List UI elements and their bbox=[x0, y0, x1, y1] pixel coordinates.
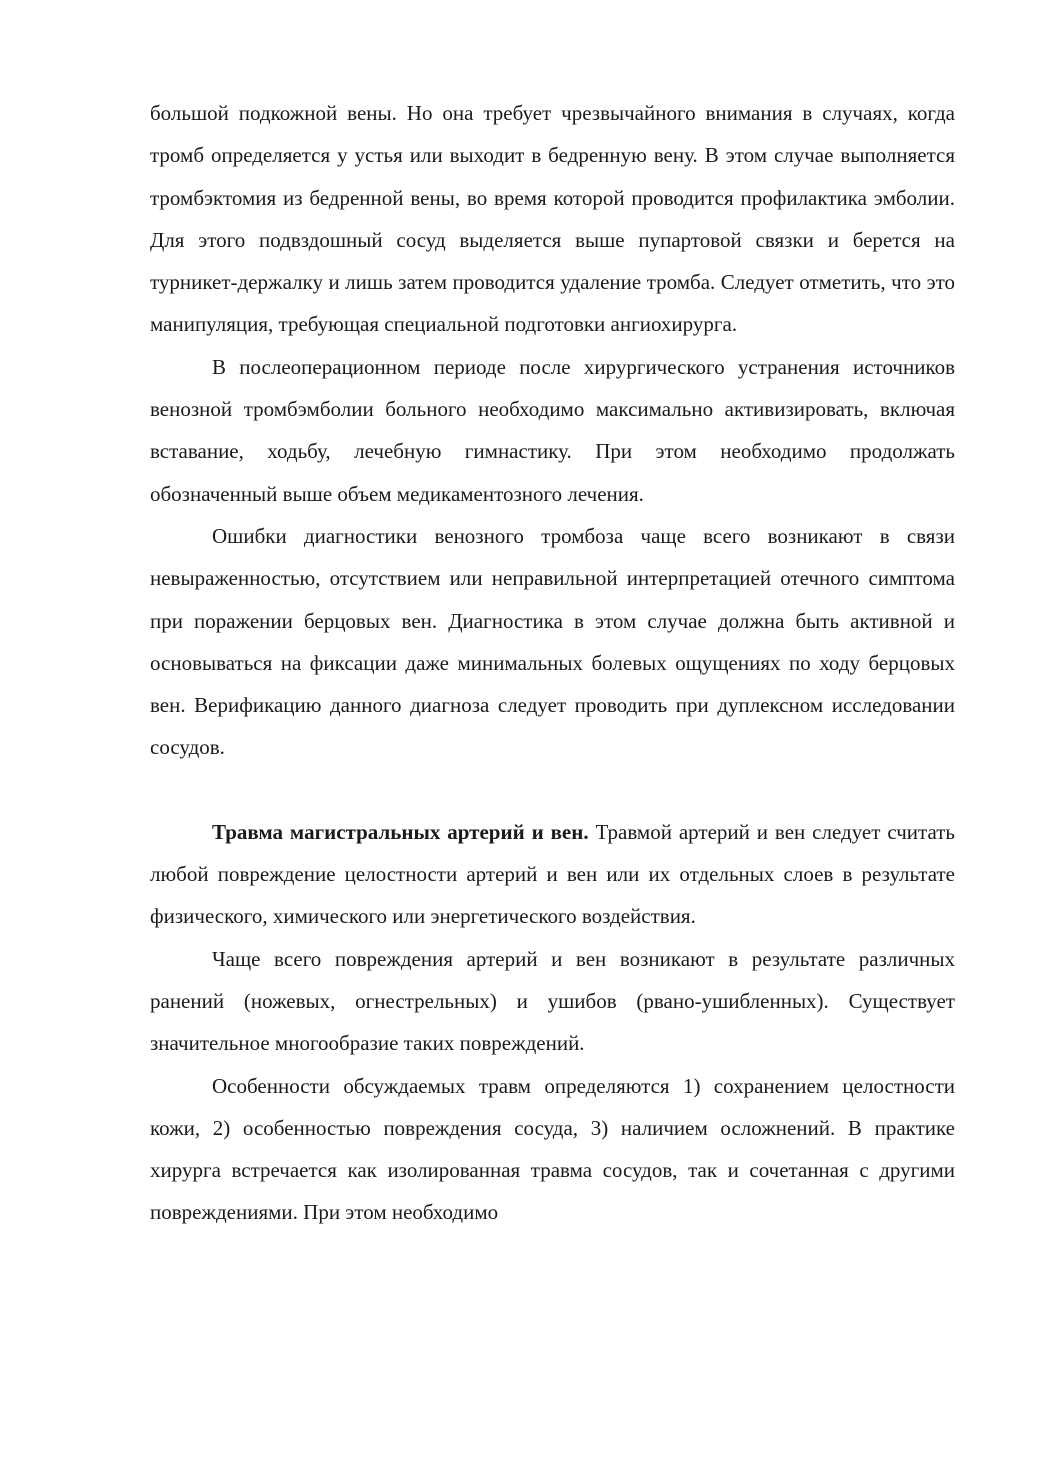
paragraph-postoperative: В послеоперационном периоде после хирургического устранения источников венозной тромбэмболии больного необходимо максимально активизировать, включая вставание, ходьбу, лечебную гимнастику. При этом необходимо продолжать обозначенный выше объем медикаментозного лечения. bbox=[150, 354, 955, 506]
paragraph-vascular-trauma bbox=[150, 811, 955, 938]
section-heading: Травма магистральных артерий и вен. bbox=[212, 819, 589, 844]
document-page bbox=[150, 92, 955, 1234]
paragraph-vascular-trauma-text: Травмой артерий и вен следует считать любой повреждение целостности артерий и вен или их отдельных слоев в результате физического, химического или энергетического воздействия. bbox=[150, 819, 955, 929]
paragraph-thrombectomy: большой подкожной вены. Но она требует чрезвычайного внимания в случаях, когда тромб определяется у устья или выходит в бедренную вену. В этом случае выполняется тромбэктомия из бедренной вены, во время которой проводится профилактика эмболии. Для этого подвздошный сосуд выделяется выше пупартовой связки и берется на турникет-держалку и лишь затем проводится удаление тромба. Следует отметить, что это манипуляция, требующая специальной подготовки ангиохирурга. bbox=[150, 101, 955, 337]
paragraph-trauma-features: Особенности обсуждаемых травм определяются 1) сохранением целостности кожи, 2) особенностью повреждения сосуда, 3) наличием осложнений. В практике хирурга встречается как изолированная травма сосудов, так и сочетанная с другими повреждениями. При этом необходимо bbox=[150, 1073, 955, 1225]
paragraph-diagnostic-errors: Ошибки диагностики венозного тромбоза чаще всего возникают в связи невыраженностью, отсутствием или неправильной интерпретацией отечного симптома при поражении берцовых вен. Диагностика в этом случае должна быть активной и основываться на фиксации даже минимальных болевых ощущениях по ходу берцовых вен. Верификацию данного диагноза следует проводить при дуплексном исследовании сосудов. bbox=[150, 523, 955, 760]
paragraph-injury-causes: Чаще всего повреждения артерий и вен возникают в результате различных ранений (ножевых, огнестрельных) и ушибов (рвано-ушибленных). Существует значительное многообразие таких повреждений. bbox=[150, 946, 955, 1056]
